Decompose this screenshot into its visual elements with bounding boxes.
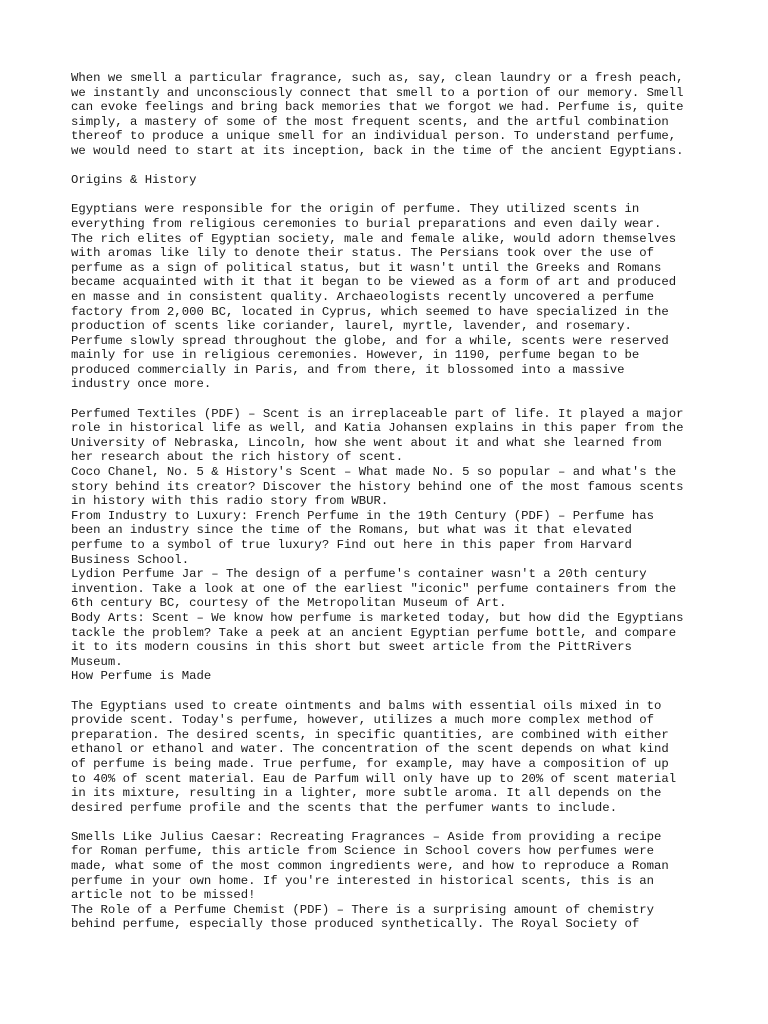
text-line: in history with this radio story from WBUR.: [71, 494, 389, 509]
text-line: perfume as a sign of political status, but it wasn't until the Greeks and Romans: [71, 260, 662, 275]
text-line: been an industry since the time of the Romans, but what was it that elevated: [71, 523, 632, 538]
text-line: 6th century BC, courtesy of the Metropolitan Museum of Art.: [71, 596, 507, 611]
body-paragraph: [71, 202, 711, 392]
body-paragraph: [71, 71, 711, 159]
text-line: desired perfume profile and the scents that the perfumer wants to include.: [71, 800, 618, 815]
text-line: How Perfume is Made: [71, 669, 212, 684]
text-line: perfume to a symbol of true luxury? Find out here in this paper from Harvard: [71, 538, 632, 552]
text-line: article not to be missed!: [71, 888, 256, 903]
text-line: with aromas like lily to denote their status. The Persians took over the use of: [71, 246, 654, 261]
text-line: of perfume is being made. True perfume, for example, may have a composition of up: [71, 756, 669, 771]
resource-entry: [71, 407, 711, 465]
text-line: mainly for use in religious ceremonies. However, in 1190, perfume began to be: [71, 348, 640, 363]
resource-entry: [71, 509, 711, 567]
text-line: to 40% of scent material. Eau de Parfum will only have up to 20% of scent material: [71, 771, 677, 786]
text-line: we would need to start at its inception, back in the time of the ancient Egyptians.: [71, 143, 684, 158]
text-line: simply, a mastery of some of the most frequent scents, and the artful combination: [71, 114, 669, 129]
text-line: production of scents like coriander, laurel, myrtle, lavender, and rosemary.: [71, 319, 632, 334]
text-line: perfume in your own home. If you're interested in historical scents, this is an: [71, 873, 654, 888]
section-heading: [71, 669, 711, 684]
text-line: we instantly and unconsciously connect that smell to a portion of our memory. Smell: [71, 85, 684, 100]
text-line: Egyptians were responsible for the origin of perfume. They utilized scents in: [71, 202, 640, 217]
text-line: provide scent. Today's perfume, however, utilizes a much more complex method of: [71, 713, 654, 728]
text-line: Origins & History: [71, 173, 197, 188]
resource-entry: [71, 903, 711, 932]
text-line: industry once more.: [71, 377, 212, 392]
text-line: factory from 2,000 BC, located in Cyprus, which seemed to have specialized in the: [71, 304, 669, 319]
text-line: When we smell a particular fragrance, such as, say, clean laundry or a fresh peach,: [71, 71, 684, 85]
text-line: made, what some of the most common ingredients were, and how to reproduce a Roman: [71, 859, 669, 874]
section-heading: [71, 173, 711, 188]
text-line: Smells Like Julius Caesar: Recreating Fragrances – Aside from providing a recipe: [71, 829, 662, 844]
text-line: ethanol or ethanol and water. The concentration of the scent depends on what kind: [71, 742, 669, 757]
text-line: The Role of a Perfume Chemist (PDF) – There is a surprising amount of chemistry: [71, 902, 654, 917]
resource-entry: [71, 830, 711, 903]
text-line: Museum.: [71, 654, 123, 669]
text-line: Perfumed Textiles (PDF) – Scent is an irreplaceable part of life. It played a major: [71, 406, 684, 421]
text-line: Body Arts: Scent – We know how perfume is marketed today, but how did the Egyptians: [71, 610, 684, 625]
text-line: role in historical life as well, and Katia Johansen explains in this paper from the: [71, 421, 684, 436]
body-paragraph: [71, 699, 711, 816]
resource-entry: [71, 465, 711, 509]
text-line: her research about the rich history of scent.: [71, 450, 404, 465]
text-line: behind perfume, especially those produced synthetically. The Royal Society of: [71, 917, 640, 932]
document-page: [71, 71, 711, 932]
text-line: Perfume slowly spread throughout the globe, and for a while, scents were reserved: [71, 333, 669, 348]
text-line: Coco Chanel, No. 5 & History's Scent – What made No. 5 so popular – and what's the: [71, 465, 677, 480]
text-line: University of Nebraska, Lincoln, how she went about it and what she learned from: [71, 435, 662, 450]
resource-entry: [71, 567, 711, 611]
text-line: it to its modern cousins in this short but sweet article from the PittRivers: [71, 640, 632, 655]
text-line: can evoke feelings and bring back memories that we forgot we had. Perfume is, quite: [71, 100, 684, 115]
resource-entry: [71, 611, 711, 669]
text-line: Business School.: [71, 552, 190, 567]
text-line: preparation. The desired scents, in specific quantities, are combined with either: [71, 727, 669, 742]
text-line: everything from religious ceremonies to burial preparations and even daily wear.: [71, 216, 662, 231]
text-line: From Industry to Luxury: French Perfume in the 19th Century (PDF) – Perfume has: [71, 508, 654, 523]
text-line: tackle the problem? Take a peek at an ancient Egyptian perfume bottle, and compare: [71, 625, 677, 640]
text-line: The Egyptians used to create ointments and balms with essential oils mixed in to: [71, 698, 662, 713]
text-line: produced commercially in Paris, and from there, it blossomed into a massive: [71, 362, 625, 377]
text-line: in its mixture, resulting in a lighter, more subtle aroma. It all depends on the: [71, 786, 662, 801]
text-line: thereof to produce a unique smell for an individual person. To understand perfume,: [71, 129, 677, 144]
text-line: en masse and in consistent quality. Archaeologists recently uncovered a perfume: [71, 289, 654, 304]
text-line: Lydion Perfume Jar – The design of a perfume's container wasn't a 20th century: [71, 567, 647, 582]
text-line: became acquainted with it that it began to be viewed as a form of art and produced: [71, 275, 677, 290]
text-line: invention. Take a look at one of the earliest "iconic" perfume containers from the: [71, 581, 677, 596]
text-line: story behind its creator? Discover the history behind one of the most famous scents: [71, 479, 684, 494]
text-line: The rich elites of Egyptian society, male and female alike, would adorn themselves: [71, 231, 677, 246]
text-line: for Roman perfume, this article from Science in School covers how perfumes were: [71, 844, 654, 859]
